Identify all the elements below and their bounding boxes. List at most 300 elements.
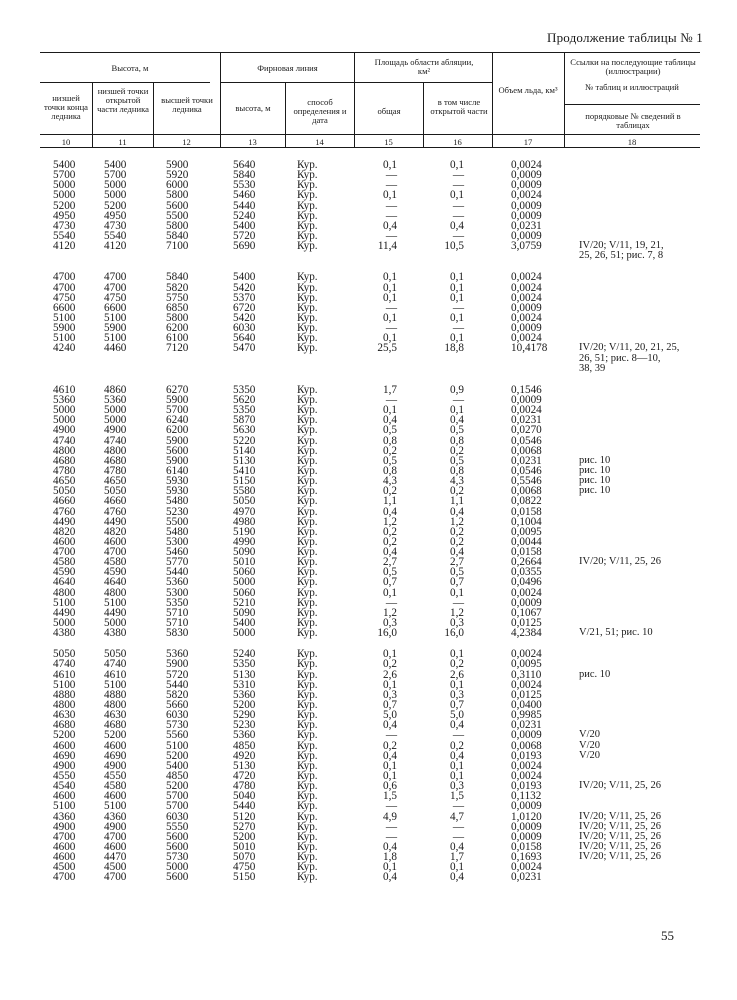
table-cell: 4,2384 [511, 627, 542, 640]
table-cell: 5400 [233, 617, 256, 630]
table-cell: — [385, 393, 397, 406]
table-cell: 0,0024 [511, 291, 542, 304]
table-cell: 5300 [166, 586, 189, 599]
table-cell: 0,0546 [511, 434, 542, 447]
table-cell: 4850 [166, 770, 189, 783]
table-cell: 4630 [104, 709, 127, 722]
table-cell: 5460 [233, 189, 256, 202]
table-cell: 5440 [233, 199, 256, 212]
table-cell: 0,6 [383, 780, 397, 793]
table-cell: 5060 [233, 586, 256, 599]
table-cell: 0,0009 [511, 301, 542, 314]
table-cell: 0,2 [450, 658, 464, 671]
table-cell: 0,0044 [511, 535, 542, 548]
table-cell: Кур. [297, 229, 318, 242]
table-cell: 4590 [53, 566, 76, 579]
table-cell: — [452, 179, 464, 192]
table-cell: 0,8 [383, 434, 397, 447]
table-cell: 5710 [166, 617, 189, 630]
table-cell: 5870 [233, 414, 256, 427]
table-cell: Кур. [297, 566, 318, 579]
table-cell: 5360 [233, 688, 256, 701]
table-cell: 4490 [53, 606, 76, 619]
table-cell: 4900 [53, 820, 76, 833]
table-cell: 5130 [233, 454, 256, 467]
table-cell: 4600 [104, 739, 127, 752]
table-row [40, 680, 700, 690]
table-cell: 5700 [166, 800, 189, 813]
table-cell: 26, 51; рис. 8—10, [579, 352, 661, 364]
table-cell: 0,0231 [511, 219, 542, 232]
table-cell: 5000 [53, 189, 76, 202]
table-cell: 0,0231 [511, 414, 542, 427]
table-cell: 5690 [233, 240, 256, 253]
table-cell: 5440 [166, 678, 189, 691]
table-cell: 5700 [104, 169, 127, 182]
table-cell: 0,7 [383, 576, 397, 589]
table-cell: 4800 [53, 444, 76, 457]
table-cell: 2,6 [450, 668, 464, 681]
table-cell: 4490 [53, 515, 76, 528]
table-cell: Кур. [297, 830, 318, 843]
table-cell: — [452, 199, 464, 212]
table-cell: 0,2 [383, 739, 397, 752]
table-cell: Кур. [297, 800, 318, 813]
table-row [40, 730, 700, 740]
table-cell: 5200 [104, 729, 127, 742]
table-cell: 5000 [166, 861, 189, 874]
table-row [40, 781, 700, 791]
table-cell: Кур. [297, 871, 318, 884]
table-cell: 6030 [233, 322, 256, 335]
table-cell: 5310 [233, 678, 256, 691]
table-cell: 0,0024 [511, 648, 542, 661]
table-cell: 0,4 [450, 505, 464, 518]
table-cell: 0,0068 [511, 739, 542, 752]
table-cell: 0,1004 [511, 515, 542, 528]
col11-header: низшей точки открытой части ледника [97, 86, 149, 114]
table-cell: 0,8 [450, 434, 464, 447]
table-row [40, 272, 700, 282]
table-cell: 7120 [166, 342, 189, 355]
table-cell: 5350 [233, 404, 256, 417]
table-cell: 0,1 [383, 281, 397, 294]
table-cell: 6200 [166, 322, 189, 335]
table-cell: 0,4 [450, 219, 464, 232]
table-cell: 5800 [166, 219, 189, 232]
table-cell: 4640 [104, 576, 127, 589]
table-cell: 4540 [53, 780, 76, 793]
table-cell: 5710 [166, 606, 189, 619]
table-cell: 0,0009 [511, 229, 542, 242]
table-cell: 5480 [166, 525, 189, 538]
table-cell: 4700 [104, 281, 127, 294]
table-cell: 5100 [104, 332, 127, 345]
table-cell: 0,4 [450, 546, 464, 559]
table-row [40, 496, 700, 506]
table-cell: 4690 [104, 749, 127, 762]
table-cell: IV/20; V/11, 25, 26 [579, 830, 661, 842]
table-cell: — [452, 393, 464, 406]
table-cell: — [385, 800, 397, 813]
table-cell: рис. 10 [579, 485, 611, 497]
table-cell: — [385, 199, 397, 212]
table-cell: 5000 [104, 179, 127, 192]
table-cell: 5200 [53, 729, 76, 742]
table-cell: 5090 [233, 606, 256, 619]
table-cell: Кур. [297, 688, 318, 701]
table-cell: 5360 [104, 393, 127, 406]
table-cell: 0,1 [450, 759, 464, 772]
table-cell: 4800 [104, 699, 127, 712]
table-cell: 0,1 [383, 770, 397, 783]
table-cell: Кур. [297, 820, 318, 833]
table-cell: 5840 [166, 271, 189, 284]
table-cell: 38, 39 [579, 362, 606, 374]
table-cell: 4680 [53, 454, 76, 467]
table-row [40, 741, 700, 751]
table-cell: 10,4178 [511, 342, 548, 355]
table-cell: — [452, 820, 464, 833]
col13-header: высота, м [235, 103, 271, 113]
table-cell: 5900 [166, 393, 189, 406]
table-cell: 5220 [233, 434, 256, 447]
table-cell: 4490 [104, 606, 127, 619]
table-cell: 2,7 [383, 556, 397, 569]
table-cell: 0,4 [383, 871, 397, 884]
table-cell: 5660 [166, 699, 189, 712]
table-cell: 0,1 [383, 332, 397, 345]
table-cell: 5600 [166, 199, 189, 212]
table-cell: Кур. [297, 576, 318, 589]
table-cell: 5100 [53, 678, 76, 691]
table-cell: 4120 [104, 240, 127, 253]
table-cell: 4820 [53, 525, 76, 538]
table-cell: 5470 [233, 342, 256, 355]
table-cell: — [385, 209, 397, 222]
table-cell: 4730 [104, 219, 127, 232]
table-cell: 0,0231 [511, 454, 542, 467]
height-group-header: Высота, м [111, 63, 149, 73]
table-row [40, 160, 700, 170]
table-cell: 0,2 [383, 535, 397, 548]
table-cell: 0,1 [383, 271, 397, 284]
table-cell: 5000 [104, 414, 127, 427]
table-cell: 0,0024 [511, 332, 542, 345]
table-cell: 0,0158 [511, 546, 542, 559]
table-cell: 4650 [104, 475, 127, 488]
table-row [40, 537, 700, 547]
table-cell: Кур. [297, 342, 318, 355]
table-cell: 0,0068 [511, 485, 542, 498]
col10-header: низшей точки конца ледника [43, 93, 88, 121]
table-cell: Кур. [297, 240, 318, 253]
table-cell: 5100 [53, 311, 76, 324]
table-cell: 0,1 [450, 271, 464, 284]
table-cell: 4800 [104, 444, 127, 457]
ice-volume-header: Объем льда, км³ [498, 85, 558, 95]
table-cell: 4610 [104, 668, 127, 681]
table-cell: 4700 [53, 871, 76, 884]
table-cell: 0,3 [450, 617, 464, 630]
table-cell: 5440 [166, 566, 189, 579]
table-row [40, 557, 700, 567]
table-cell: 4640 [53, 576, 76, 589]
table-cell: 5100 [104, 311, 127, 324]
table-cell: 1,1 [450, 495, 464, 508]
table-cell: 4700 [53, 830, 76, 843]
table-cell: 4680 [104, 454, 127, 467]
table-cell: 4950 [53, 209, 76, 222]
table-cell: 0,0024 [511, 159, 542, 171]
table-cell: 5770 [166, 556, 189, 569]
table-cell: 5150 [233, 871, 256, 884]
table-cell: 0,0009 [511, 169, 542, 182]
table-cell: 4750 [233, 861, 256, 874]
table-cell: — [385, 322, 397, 335]
table-cell: 5090 [233, 546, 256, 559]
table-cell: — [385, 820, 397, 833]
table-cell: 0,0231 [511, 871, 542, 884]
table-cell: 4900 [53, 759, 76, 772]
table-cell: 4680 [53, 719, 76, 732]
table-cell: 0,4 [450, 414, 464, 427]
table-cell: 0,1 [383, 291, 397, 304]
table-cell: 0,1 [450, 648, 464, 661]
table-row [40, 405, 700, 415]
table-row [40, 588, 700, 598]
table-cell: 0,1 [383, 404, 397, 417]
table-cell: Кур. [297, 709, 318, 722]
references-group-header: Ссылки на последующие таблицы (иллюстрации) [570, 57, 696, 76]
table-cell: 4800 [53, 699, 76, 712]
table-cell: — [385, 596, 397, 609]
table-cell: 0,0024 [511, 404, 542, 417]
table-cell: 1,8 [383, 851, 397, 864]
table-row [40, 323, 700, 333]
table-row [40, 201, 700, 211]
table-cell: 5100 [166, 739, 189, 752]
table-cell: 0,2 [383, 444, 397, 457]
table-cell: — [452, 169, 464, 182]
col-number: 15 [384, 137, 393, 147]
table-cell: 5200 [104, 199, 127, 212]
table-cell: 4700 [104, 830, 127, 843]
table-cell: 0,0024 [511, 271, 542, 284]
table-row [40, 190, 700, 200]
table-cell: 5400 [104, 159, 127, 171]
table-cell: 6030 [166, 709, 189, 722]
table-cell: 0,0009 [511, 209, 542, 222]
table-cell: 0,2 [450, 444, 464, 457]
table-cell: 0,0193 [511, 780, 542, 793]
table-cell: 0,0158 [511, 841, 542, 853]
table-cell: 5130 [233, 668, 256, 681]
table-cell: Кур. [297, 627, 318, 640]
table-cell: 4360 [104, 810, 127, 823]
col-number: 14 [315, 137, 324, 147]
table-cell: 4610 [53, 668, 76, 681]
table-cell: 4600 [104, 790, 127, 803]
table-row [40, 343, 700, 353]
col16-header: в том числе открытой части [430, 97, 488, 116]
table-cell: 0,4 [383, 505, 397, 518]
table-cell: Кур. [297, 525, 318, 538]
table-cell: 5440 [233, 800, 256, 813]
table-cell: 0,1 [450, 861, 464, 874]
table-cell: — [385, 830, 397, 843]
table-cell: 5060 [233, 566, 256, 579]
table-cell: 0,1132 [511, 790, 542, 803]
table-cell: 5000 [104, 404, 127, 417]
table-cell: 5270 [233, 820, 256, 833]
table-cell: 0,0231 [511, 719, 542, 732]
table-cell: 4650 [53, 475, 76, 488]
col18a-header: № таблиц и иллюстраций [585, 82, 679, 92]
table-cell: 1,2 [450, 606, 464, 619]
table-cell: 0,4 [450, 871, 464, 884]
table-cell: Кур. [297, 393, 318, 406]
col14-header: способ определения и дата [293, 97, 347, 125]
table-cell: 0,1067 [511, 606, 542, 619]
table-cell: 1,2 [383, 515, 397, 528]
table-cell: 0,0095 [511, 658, 542, 671]
table-cell: 4980 [233, 515, 256, 528]
table-cell: 0,0822 [511, 495, 542, 508]
table-cell: 0,4 [450, 841, 464, 853]
table-cell: Кур. [297, 678, 318, 691]
table-cell: 0,1 [450, 678, 464, 691]
table-cell: 0,1 [450, 770, 464, 783]
table-cell: 0,3 [383, 617, 397, 630]
table-cell: 4760 [104, 505, 127, 518]
table-cell: Кур. [297, 383, 318, 396]
table-cell: 4590 [104, 566, 127, 579]
table-cell: 4860 [104, 383, 127, 396]
table-cell: 4750 [104, 291, 127, 304]
table-cell: 4240 [53, 342, 76, 355]
col15-header: общая [377, 106, 401, 116]
table-cell: 5820 [166, 688, 189, 701]
table-cell: 0,4 [383, 841, 397, 853]
table-cell: 4470 [104, 851, 127, 864]
table-cell: 5230 [166, 505, 189, 518]
table-row [40, 649, 700, 659]
table-cell: 0,2 [450, 739, 464, 752]
table-cell: 4550 [53, 770, 76, 783]
table-cell: 1,5 [383, 790, 397, 803]
table-cell: Кур. [297, 606, 318, 619]
table-cell: 5800 [166, 189, 189, 202]
table-cell: 4880 [53, 688, 76, 701]
table-cell: — [452, 301, 464, 314]
table-cell: Кур. [297, 219, 318, 232]
table-cell: 6600 [104, 301, 127, 314]
table-cell: 4900 [53, 424, 76, 437]
col-number: 18 [627, 137, 637, 147]
table-cell: 5000 [104, 189, 127, 202]
table-row [40, 303, 700, 313]
table-cell: 0,0009 [511, 393, 542, 406]
table-cell: 5730 [166, 719, 189, 732]
table-cell: 5400 [233, 271, 256, 284]
table-cell: Кур. [297, 729, 318, 742]
table-cell: — [452, 209, 464, 222]
table-cell: 4600 [104, 841, 127, 853]
table-cell: 4380 [104, 627, 127, 640]
table-cell: 5730 [166, 851, 189, 864]
table-cell: 5050 [104, 485, 127, 498]
table-cell: 2,7 [450, 556, 464, 569]
table-cell: 0,0125 [511, 617, 542, 630]
table-cell: 0,9 [450, 383, 464, 396]
table-cell: 0,1 [450, 586, 464, 599]
table-cell: 5100 [104, 800, 127, 813]
table-cell: 5930 [166, 485, 189, 498]
table-cell: Кур. [297, 810, 318, 823]
table-cell: рис. 10 [579, 464, 611, 476]
table-cell: 5050 [233, 495, 256, 508]
table-cell: 6000 [166, 179, 189, 192]
table-cell: 5820 [166, 281, 189, 294]
table-cell: Кур. [297, 159, 318, 171]
table-cell: Кур. [297, 780, 318, 793]
table-cell: Кур. [297, 485, 318, 498]
table-cell: 4800 [104, 586, 127, 599]
table-cell: 5350 [233, 658, 256, 671]
table-cell: — [385, 301, 397, 314]
table-row [40, 364, 700, 374]
table-cell: — [452, 729, 464, 742]
table-cell: 0,4 [383, 749, 397, 762]
table-row [40, 761, 700, 771]
table-cell: 5420 [233, 281, 256, 294]
table-row [40, 567, 700, 577]
table-cell: 5420 [233, 311, 256, 324]
table-cell: IV/20; V/11, 25, 26 [579, 810, 661, 822]
table-cell: 0,0546 [511, 464, 542, 477]
table-cell: 0,5 [450, 566, 464, 579]
table-cell: 0,1 [383, 159, 397, 171]
table-cell: 0,8 [450, 464, 464, 477]
table-cell: 0,0024 [511, 281, 542, 294]
table-cell: 0,1 [450, 189, 464, 202]
table-cell: 0,3 [383, 688, 397, 701]
table-cell: 0,0009 [511, 800, 542, 813]
table-cell: 0,0095 [511, 525, 542, 538]
table-cell: 4900 [104, 424, 127, 437]
table-row [40, 425, 700, 435]
table-cell: 0,2 [383, 658, 397, 671]
table-row [40, 690, 700, 700]
table-cell: — [452, 596, 464, 609]
table-cell: 4690 [53, 749, 76, 762]
table-cell: 0,2 [450, 485, 464, 498]
table-cell: 0,0270 [511, 424, 542, 437]
table-cell: 0,5 [450, 454, 464, 467]
table-cell: 4700 [104, 546, 127, 559]
table-row [40, 598, 700, 608]
table-cell: IV/20; V/11, 25, 26 [579, 820, 661, 832]
table-cell: 0,0496 [511, 576, 542, 589]
table-cell: 0,1 [383, 586, 397, 599]
table-cell: Кур. [297, 658, 318, 671]
table-cell: 0,5546 [511, 475, 542, 488]
table-cell: 4700 [53, 281, 76, 294]
table-cell: 5540 [104, 229, 127, 242]
table-cell: 5720 [166, 668, 189, 681]
table-cell: 0,0068 [511, 444, 542, 457]
